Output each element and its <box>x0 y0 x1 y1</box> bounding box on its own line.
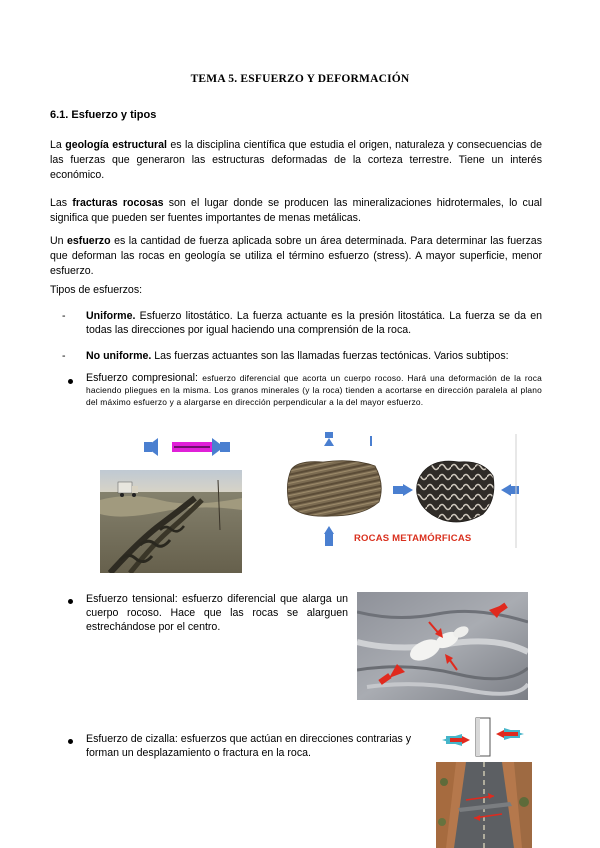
list-item-text: Las fuerzas actuantes son las llamadas fuerzas tectónicas. Varios subtipos: <box>151 350 509 362</box>
list-item-uniforme <box>86 309 542 337</box>
list-item-compresional <box>86 372 542 408</box>
dash-marker: - <box>62 350 66 362</box>
paragraph-prefix: La <box>50 139 66 151</box>
dash-marker: - <box>62 310 66 322</box>
paragraph-text: es la cantidad de fuerza aplicada sobre un área determinada. Para determinar las fuerzas que deforman las rocas en geología se utiliza el término esfuerzo (stress). A mayor superficie, menor esfuerzo. <box>50 235 542 277</box>
paragraph-prefix: Las <box>50 197 73 209</box>
list-item-tensional: Esfuerzo tensional: esfuerzo diferencial que alarga un cuerpo rocoso. Hace que las rocas se alarguen estrechándose por el centro. <box>86 593 348 633</box>
term-uniforme: Uniforme. <box>86 310 136 322</box>
compression-arrows-diagram <box>100 436 242 456</box>
sheared-road-photo <box>436 762 532 848</box>
list-item-lead: Esfuerzo compresional: <box>86 372 203 384</box>
tensional-rock-photo <box>357 592 528 700</box>
paragraph-text: es la disciplina científica que estudia el origen, naturaleza y consecuencias de las fuerzas que generaron las estructuras deformadas de la corteza terrestre. Tiene un interés económico. <box>50 139 542 181</box>
term-geologia-estructural: geología estructural <box>65 139 167 151</box>
term-no-uniforme: No uniforme. <box>86 350 152 362</box>
figure-label-rocas-metamorficas: ROCAS METAMÓRFICAS <box>354 533 472 544</box>
list-item-text: esfuerzo diferencial que acorta un cuerpo rocoso. Hará una deformación de la roca haciendo pliegues en la misma. Los granos minerales (y la roca) tienden a acortarse en dirección paralela al plano del máximo esfuerzo y a alargarse en dirección perpendicular a la del mayor esfuerzo. <box>86 373 543 407</box>
term-esfuerzo: esfuerzo <box>67 235 111 247</box>
term-fracturas-rocosas: fracturas rocosas <box>72 197 164 209</box>
section-heading: 6.1. Esfuerzo y tipos <box>50 109 157 121</box>
bullet-icon <box>68 379 73 384</box>
bullet-icon <box>68 599 73 604</box>
metamorphic-rocks-figure <box>283 432 521 548</box>
list-item-no-uniforme <box>86 349 542 363</box>
list-item-text: Esfuerzo litostático. La fuerza actuante es la presión litostática. La fuerza se da en todas las direcciones por igual haciendo una comprensión de la roca. <box>86 310 542 336</box>
paragraph-fracturas <box>50 196 542 226</box>
paragraph-esfuerzo <box>50 234 542 279</box>
list-item-cizalla: Esfuerzo de cizalla: esfuerzos que actúan en direcciones contrarias y forman un desplazamiento o fractura en la roca. <box>86 733 412 759</box>
tipos-heading: Tipos de esfuerzos: <box>50 284 143 296</box>
page-title: TEMA 5. ESFUERZO Y DEFORMACIÓN <box>190 73 410 85</box>
bullet-icon <box>68 739 73 744</box>
paragraph-prefix: Un <box>50 235 68 247</box>
folded-road-photo <box>100 470 242 573</box>
paragraph-text: son el lugar donde se producen las mineralizaciones hidrotermales, lo cual significa que pueden ser fuentes importantes de menas metálicas. <box>50 197 542 224</box>
paragraph-geologia <box>50 138 542 183</box>
shear-diagram <box>440 716 532 758</box>
